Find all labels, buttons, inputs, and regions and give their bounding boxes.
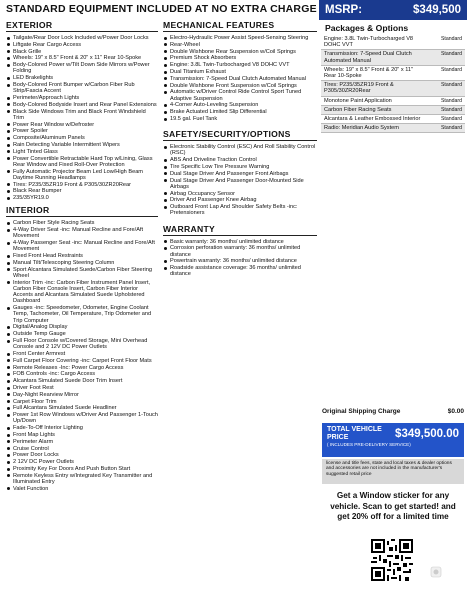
exterior-item: Light Tinted Glass (6, 149, 158, 155)
package-price: Standard (440, 116, 462, 123)
column-mechanical-safety (163, 18, 317, 278)
interior-item: Manual Tilt/Telescoping Steering Column (6, 260, 158, 266)
package-name: Monotone Paint Application (324, 97, 392, 104)
warranty-item: Corrosion perforation warranty: 36 months/ unlimited distance (163, 245, 317, 257)
safety-item: ABS And Driveline Traction Control (163, 157, 317, 163)
interior-item: Full Alcantara Simulated Suede Headliner (6, 405, 158, 411)
safety-item: Airbag Occupancy Sensor (163, 191, 317, 197)
interior-item: 4-Way Driver Seat -inc: Manual Recline and Fore/Aft Movement (6, 227, 158, 239)
interior-item: Front Map Lights (6, 432, 158, 438)
interior-list (6, 220, 158, 492)
exterior-heading: EXTERIOR (6, 20, 158, 32)
interior-item: Full Carpet Floor Covering -inc: Carpet Front Floor Mats (6, 358, 158, 364)
packages-title: Packages & Options (325, 23, 409, 33)
exterior-item: Fully Automatic Projector Beam Led Low/High Beam Daytime Running Headlamps (6, 169, 158, 181)
interior-item: Cruise Control (6, 446, 158, 452)
interior-item: Carpet Floor Trim (6, 399, 158, 405)
package-price: Standard (440, 51, 462, 58)
package-price: Standard (440, 125, 462, 132)
safety-item: Electronic Stability Control (ESC) And Roll Stability Control (RSC) (163, 144, 317, 156)
exterior-item: Tailgate/Rear Door Lock Included w/Power Door Locks (6, 35, 158, 41)
safety-item: Outboard Front Lap And Shoulder Safety Belts -inc: Pretensioners (163, 204, 317, 216)
package-name: Tires: P235/35ZR19 Front & P305/30ZR20Rear (324, 82, 394, 95)
interior-item: Power Door Locks (6, 452, 158, 458)
package-row (321, 35, 465, 50)
package-name: Radio: Meridian Audio System (324, 125, 399, 132)
package-price: Standard (440, 36, 462, 42)
mechanical-item: 4-Corner Auto-Leveling Suspension (163, 102, 317, 108)
total-label: TOTAL VEHICLE PRICE (327, 426, 382, 441)
package-row (321, 66, 465, 81)
exterior-item: 235/35YR19.0 (6, 195, 158, 201)
package-name: Wheels: 19" x 8.5" Front & 20" x 11" Rear 10-Spoke (324, 66, 413, 80)
package-row (321, 115, 465, 124)
interior-item: Fade-To-Off Interior Lighting (6, 425, 158, 431)
exterior-item: Rain Detecting Variable Intermittent Wipers (6, 142, 158, 148)
exterior-item: Power Convertible Retractable Hard Top w/Lining, Glass Rear Window and Fixed Roll-Over Protection (6, 156, 158, 168)
exterior-item: Black Grille (6, 49, 158, 55)
interior-item: Driver Foot Rest (6, 385, 158, 391)
safety-item: Driver And Passenger Knee Airbag (163, 197, 317, 203)
msrp-value: $349,500 (413, 4, 461, 16)
interior-item: 2 12V DC Power Outlets (6, 459, 158, 465)
qr-code-icon[interactable] (371, 539, 413, 581)
exterior-item: Perimeter/Approach Lights (6, 95, 158, 101)
package-name: Engine: 3.8L Twin-Turbocharged V8 DOHC VVT (324, 36, 414, 49)
original-charge-label: Original Shipping Charge (322, 408, 401, 415)
interior-item: Sport Alcantara Simulated Suede/Carbon Fiber Steering Wheel (6, 267, 158, 279)
warranty-item: Powertrain warranty: 36 months/ unlimited distance (163, 258, 317, 264)
interior-item: Perimeter Alarm (6, 439, 158, 445)
page-title: STANDARD EQUIPMENT INCLUDED AT NO EXTRA CHARGE (6, 3, 317, 15)
interior-item: Front Center Armrest (6, 351, 158, 357)
mechanical-item: Premium Shock Absorbers (163, 55, 317, 61)
dealer-logo-icon (430, 566, 442, 578)
interior-item: FOB Controls -inc: Cargo Access (6, 371, 158, 377)
mechanical-heading: MECHANICAL FEATURES (163, 20, 317, 32)
safety-heading: SAFETY/SECURITY/OPTIONS (163, 129, 317, 141)
exterior-item: Composite/Aluminum Panels (6, 135, 158, 141)
exterior-item: LED Brakelights (6, 75, 158, 81)
mechanical-item: Double Wishbone Front Suspension w/Coil Springs (163, 83, 317, 89)
total-sublabel: ( INCLUDES PRE-DELIVERY SERVICE) (327, 442, 411, 447)
total-value: $349,500.00 (395, 428, 459, 440)
mechanical-item: Automatic w/Driver Control Ride Control Sport Tuned Adaptive Suspension (163, 89, 317, 101)
interior-heading: INTERIOR (6, 205, 158, 217)
interior-item: Fixed Front Head Restraints (6, 253, 158, 259)
column-exterior-interior (6, 18, 158, 493)
package-row (321, 50, 465, 65)
exterior-item: Wheels: 19" x 8.5" Front & 20" x 11" Rear 10-Spoke (6, 55, 158, 61)
interior-item: Valet Function (6, 486, 158, 492)
msrp-label: MSRP: (325, 4, 363, 16)
safety-item: Dual Stage Driver And Passenger Door-Mounted Side Airbags (163, 178, 317, 190)
package-row (321, 97, 465, 106)
package-row (321, 124, 465, 133)
package-row (321, 106, 465, 115)
interior-item: Remote Releases -Inc: Power Cargo Access (6, 365, 158, 371)
package-row (321, 81, 465, 96)
interior-item: Interior Trim -inc: Carbon Fiber Instrument Panel Insert, Carbon Fiber Console Insert, Carbon Fiber Interior Accents and Alcantara Simulated Suede Upholstered Dashboard (6, 280, 158, 305)
packages-panel (321, 20, 465, 133)
exterior-item: Liftgate Rear Cargo Access (6, 42, 158, 48)
safety-item: Dual Stage Driver And Passenger Front Airbags (163, 171, 317, 177)
interior-item: Power 1st Row Windows w/Driver And Passenger 1-Touch Up/Down (6, 412, 158, 424)
exterior-item: Black Rear Bumper (6, 188, 158, 194)
warranty-heading: WARRANTY (163, 224, 317, 236)
mechanical-item: Double Wishbone Rear Suspension w/Coil Springs (163, 49, 317, 55)
mechanical-item: Engine: 3.8L Twin-Turbocharged V8 DOHC VVT (163, 62, 317, 68)
mechanical-item: 19.5 gal. Fuel Tank (163, 116, 317, 122)
exterior-list (6, 35, 158, 201)
mechanical-item: Rear-Wheel (163, 42, 317, 48)
promo-text: Get a Window sticker for any vehicle. Scan to get started! and get 20% off for a limited time (330, 491, 456, 521)
original-shipping-charge (322, 408, 464, 415)
price-disclaimer: license and title fees, state and local taxes & dealer options and accessories are not included in the manufacturer's suggested retail price (322, 459, 464, 484)
interior-item: Alcantara Simulated Suede Door Trim Insert (6, 378, 158, 384)
interior-item: Digital/Analog Display (6, 324, 158, 330)
interior-item: Day-Night Rearview Mirror (6, 392, 158, 398)
package-name: Transmission: 7-Speed Dual Clutch Automated Manual (324, 51, 412, 64)
interior-item: Carbon Fiber Style Racing Seats (6, 220, 158, 226)
package-price: Standard (440, 66, 462, 73)
mechanical-list (163, 35, 317, 122)
exterior-item: Power Rear Window w/Defroster (6, 122, 158, 128)
package-name: Alcantara & Leather Embossed Interior (324, 116, 421, 123)
warranty-item: Basic warranty: 36 months/ unlimited distance (163, 239, 317, 245)
exterior-item: Black Side Windows Trim and Black Front Windshield Trim (6, 109, 158, 121)
mechanical-item: Transmission: 7-Speed Dual Clutch Automated Manual (163, 76, 317, 82)
mechanical-item: Dual Titanium Exhaust (163, 69, 317, 75)
msrp-banner (319, 0, 467, 20)
exterior-item: Body-Colored Front Bumper w/Carbon Fiber Rub Strip/Fascia Accent (6, 82, 158, 94)
interior-item: 4-Way Passenger Seat -inc: Manual Recline and Fore/Aft Movement (6, 240, 158, 252)
exterior-item: Power Spoiler (6, 128, 158, 134)
interior-item: Full Floor Console w/Covered Storage, Mini Overhead Console and 2 12V DC Power Outlets (6, 338, 158, 350)
total-price-box (322, 423, 464, 457)
interior-item: Gauges -inc: Speedometer, Odometer, Engine Coolant Temp, Tachometer, Oil Temperature, Trip Odometer and Trip Computer (6, 305, 158, 324)
exterior-item: Tires: P235/35ZR19 Front & P305/30ZR20Rear (6, 182, 158, 188)
packages-list (321, 35, 465, 133)
exterior-item: Body-Colored Bodyside Insert and Rear Panel Extensions (6, 102, 158, 108)
package-price: Standard (440, 82, 462, 89)
safety-list (163, 144, 317, 216)
package-price: Standard (440, 97, 462, 104)
warranty-list (163, 239, 317, 278)
package-name: Carbon Fiber Racing Seats (324, 106, 392, 113)
package-price: Standard (440, 106, 462, 113)
original-charge-value: $0.00 (447, 408, 464, 415)
mechanical-item: Brake Actuated Limited Slip Differential (163, 109, 317, 115)
exterior-item: Body-Colored Power w/Tilt Down Side Mirrors w/Power Folding (6, 62, 158, 74)
interior-item: Remote Keyless Entry w/Integrated Key Transmitter and Illuminated Entry (6, 473, 158, 485)
warranty-item: Roadside assistance coverage: 36 months/ unlimited distance (163, 265, 317, 277)
mechanical-item: Electro-Hydraulic Power Assist Speed-Sensing Steering (163, 35, 317, 41)
safety-item: Tire Specific Low Tire Pressure Warning (163, 164, 317, 170)
interior-item: Outside Temp Gauge (6, 331, 158, 337)
interior-item: Proximity Key For Doors And Push Button Start (6, 466, 158, 472)
